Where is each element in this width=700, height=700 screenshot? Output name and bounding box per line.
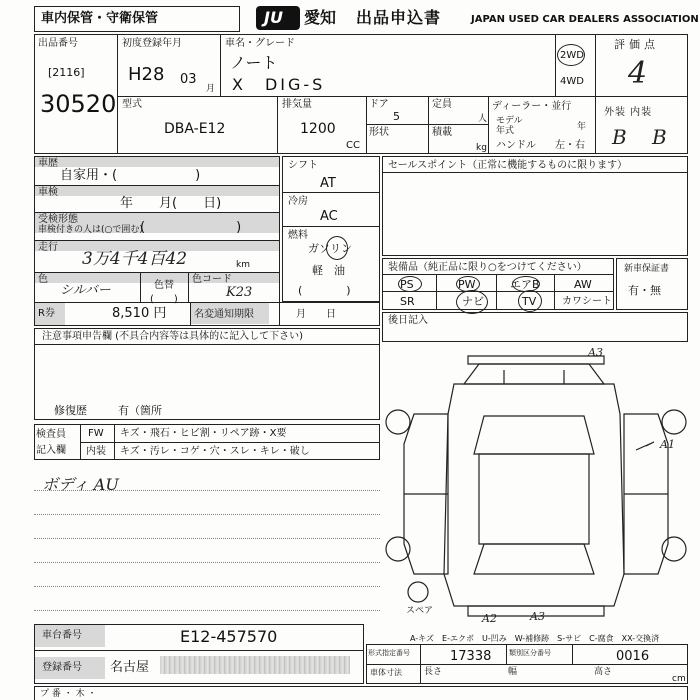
type-form-label: 受検形態: [38, 214, 78, 225]
storage-label-box: [34, 6, 240, 32]
ext-int-label: 外装 内装: [604, 107, 653, 118]
ac-label: 冷房: [288, 196, 308, 207]
storage-label: 車内保管・守衛保管: [41, 11, 159, 26]
equip-ps: PS: [400, 278, 414, 291]
lot-number-label: 出品番号: [38, 38, 78, 49]
mileage-unit: km: [236, 260, 250, 270]
type-form-note: 車検付きの人は(○で囲む): [38, 225, 143, 235]
model-value: DBA-E12: [164, 121, 226, 137]
first-reg-label: 初度登録年月: [122, 38, 182, 49]
equip-navi: ナビ: [462, 295, 484, 308]
footer-strip-text: プ 番 ・ 木 ・: [40, 689, 97, 699]
model-year-unit: 年: [577, 122, 587, 132]
fuel-circle: [326, 236, 348, 260]
equip-sr: SR: [400, 295, 415, 308]
length-label: 長さ: [424, 667, 443, 677]
equip-airbag: エアB: [510, 278, 540, 291]
fw-text: キズ・飛石・ヒビ割・リペア跡・X要: [120, 428, 287, 439]
equip-leather-seat: カワシート: [562, 296, 612, 307]
org-english: JAPAN USED CAR DEALERS ASSOCIATION: [471, 14, 699, 25]
color-value: シルバー: [60, 283, 111, 298]
load-label: 積載: [432, 127, 452, 138]
model-year-label-1: モデル: [496, 116, 523, 126]
shape-label: 形状: [369, 127, 389, 138]
reg-number-value: 名古屋: [110, 660, 150, 675]
chassis-label: 車台番号: [42, 630, 82, 641]
name-change-label: 名変通知期限: [194, 309, 254, 320]
record-label: 記入欄: [36, 445, 66, 456]
type-form-value: ( ): [140, 220, 242, 235]
score-label: 評価点: [614, 38, 659, 51]
first-reg-month-unit: 月: [206, 84, 216, 94]
fuel-value-diesel: 軽 油: [312, 264, 345, 277]
fuel-value-gasoline: ガソリン: [308, 242, 352, 255]
equip-tv: TV: [522, 295, 537, 308]
name-change-value: 月 日: [296, 309, 336, 320]
warranty-options: 有・無: [628, 284, 661, 297]
lot-small-number: [2116]: [48, 66, 85, 79]
recycle-label: R券: [38, 308, 55, 319]
fuel-label: 燃料: [288, 230, 308, 241]
warranty-label: 新車保証書: [624, 264, 670, 274]
form-title: 出品申込書: [356, 8, 442, 27]
first-reg-year: H28: [128, 64, 165, 85]
recycle-value: 8,510 円: [112, 306, 167, 321]
doors-value: 5: [393, 110, 400, 123]
ju-logo: [256, 6, 300, 30]
lot-number: 30520: [40, 90, 117, 118]
shift-label: シフト: [288, 160, 318, 171]
score-value: 4: [628, 56, 648, 91]
type-cert-label: 形式指定番号: [368, 649, 410, 657]
class-value: 0016: [616, 649, 650, 664]
footer-strip: [34, 686, 688, 700]
vehicle-grade: X DIG-S: [232, 75, 326, 94]
mileage-label: 走行: [38, 242, 58, 253]
use-value: 自家用・( ): [60, 168, 201, 183]
ac-value: AC: [320, 209, 338, 224]
equip-pw: PW: [458, 278, 476, 291]
interior-label: 内装: [86, 446, 106, 457]
equipment-label: 装備品（純正品に限り○をつけてください）: [388, 262, 587, 273]
sales-point-label: セールスポイント（正常に機能するものに限ります）: [388, 160, 628, 171]
vehicle-name: ノート: [230, 53, 278, 72]
displacement-unit: CC: [346, 140, 360, 151]
width-label: 幅: [508, 667, 518, 677]
steering-options: 左・右: [555, 140, 585, 151]
top-block: [34, 34, 688, 154]
mark-a3-bottom: A3: [530, 610, 545, 623]
mark-a2: A2: [482, 612, 497, 625]
drive-2wd: 2WD: [560, 50, 584, 61]
reg-number-redaction: [160, 656, 350, 674]
model-year-label-2: 年式: [496, 126, 515, 136]
color-code-value: K23: [226, 285, 253, 300]
color-change-paren: ( ): [150, 294, 178, 305]
model-label: 型式: [122, 99, 142, 110]
dealer-label: ディーラー・並行: [492, 101, 572, 112]
caution-label: 注意事項申告欄 (不具合内容等は具体的に記入して下さい): [42, 331, 303, 342]
displacement-value: 1200: [300, 121, 336, 137]
first-reg-month: 03: [180, 72, 197, 87]
steering-label: ハンドル: [496, 140, 536, 151]
spare-label: スペア: [406, 606, 434, 616]
interior-grade: B: [652, 125, 667, 149]
damage-legend: A-キズ E-エクボ U-凹み W-補修跡 S-サビ C-腐食 XX-交換済: [410, 634, 660, 643]
repair-label: 修復歴: [54, 404, 87, 417]
inspector-label: 検査員: [36, 429, 66, 440]
reg-number-label: 登録番号: [42, 662, 82, 673]
vehicle-name-label: 車名・グレード: [225, 38, 295, 49]
equip-aw: AW: [574, 278, 592, 291]
shift-value: AT: [320, 176, 336, 191]
mark-a1: A1: [660, 438, 675, 451]
type-cert-value: 17338: [450, 649, 492, 664]
mileage-value: 3万4千4百42: [82, 249, 188, 269]
ju-logo-text: JU: [264, 8, 283, 27]
org-name: 愛知: [304, 8, 337, 27]
height-label: 高さ: [594, 667, 613, 677]
handwritten-note: ボディ AU: [42, 475, 119, 494]
dims-label: 車体寸法: [370, 668, 402, 677]
capacity-unit: 人: [478, 114, 488, 124]
drive-4wd: 4WD: [560, 76, 584, 87]
color-code-label: 色コード: [192, 274, 232, 285]
interior-text: キズ・汚レ・コゲ・穴・スレ・キレ・破し: [120, 446, 310, 457]
fw-label: FW: [88, 428, 104, 439]
chassis-value: E12-457570: [180, 627, 278, 646]
color-change-label: 色替: [154, 280, 174, 291]
capacity-label: 定員: [432, 99, 452, 110]
mark-a3-top: A3: [588, 346, 603, 359]
color-label: 色: [38, 274, 48, 285]
use-label: 車歴: [38, 158, 58, 169]
class-label: 類別区分番号: [509, 649, 551, 657]
exterior-grade: B: [612, 125, 627, 149]
rear-entry-label: 後日記入: [388, 315, 428, 326]
inspection-value: 年 月( 日): [120, 196, 222, 211]
inspection-label: 車検: [38, 187, 58, 198]
car-damage-diagram: [384, 344, 688, 640]
dim-unit: cm: [672, 674, 686, 684]
repair-value: 有（箇所: [118, 404, 162, 417]
displacement-label: 排気量: [282, 99, 312, 110]
doors-label: ドア: [369, 99, 389, 110]
fuel-paren: ( ): [298, 284, 351, 297]
load-unit: kg: [476, 143, 487, 153]
